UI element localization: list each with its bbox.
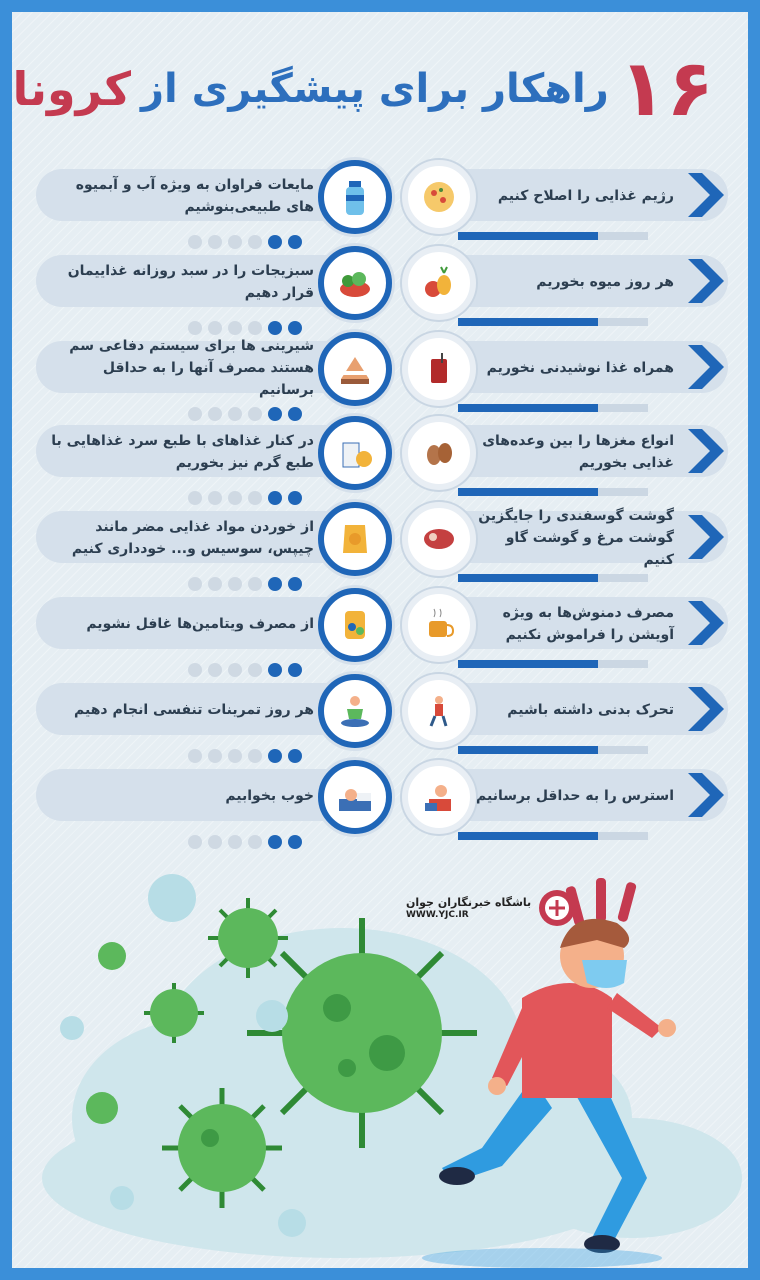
page-dots bbox=[188, 491, 302, 505]
dot bbox=[268, 749, 282, 763]
chevron-right-icon bbox=[684, 169, 728, 221]
water-bottle-icon bbox=[318, 160, 392, 234]
tip-text-left: در کنار غذاهای با طبع سرد غذاهایی با طبع گرم نیز بخوریم bbox=[51, 433, 314, 471]
dot bbox=[288, 749, 302, 763]
progress-fill bbox=[458, 660, 598, 668]
progress-fill bbox=[458, 832, 598, 840]
dot bbox=[288, 835, 302, 849]
dot bbox=[248, 749, 262, 763]
virus-icon bbox=[98, 942, 126, 970]
dot bbox=[188, 407, 202, 421]
chevron-right-icon bbox=[684, 683, 728, 735]
tip-text-right: رژیم غذایی را اصلاح کنیم bbox=[497, 188, 674, 204]
dot bbox=[228, 321, 242, 335]
dot bbox=[228, 235, 242, 249]
tip-text-right: هر روز میوه بخوریم bbox=[536, 274, 674, 290]
dot bbox=[288, 321, 302, 335]
virus-icon bbox=[86, 1092, 118, 1124]
tip-text-left: هر روز تمرینات تنفسی انجام دهیم bbox=[74, 702, 314, 718]
page-dots bbox=[188, 577, 302, 591]
dot bbox=[228, 491, 242, 505]
progress-fill bbox=[458, 318, 598, 326]
virus-icon bbox=[110, 1186, 134, 1210]
page-dots bbox=[188, 835, 302, 849]
dot bbox=[208, 407, 222, 421]
hiker-icon bbox=[402, 674, 476, 748]
dot bbox=[188, 491, 202, 505]
dot bbox=[188, 835, 202, 849]
page-dots bbox=[188, 321, 302, 335]
dot bbox=[248, 491, 262, 505]
dot bbox=[268, 321, 282, 335]
meditation-icon bbox=[318, 674, 392, 748]
dot bbox=[248, 663, 262, 677]
dot bbox=[208, 835, 222, 849]
dot bbox=[268, 235, 282, 249]
virus-icon bbox=[256, 1000, 288, 1032]
progress-fill bbox=[458, 574, 598, 582]
chevron-right-icon bbox=[684, 255, 728, 307]
logo-url: WWW.YJC.IR bbox=[406, 910, 469, 920]
dot bbox=[268, 663, 282, 677]
tip-text-right: استرس را به حداقل برسانیم bbox=[476, 788, 674, 804]
virus-icon bbox=[148, 874, 196, 922]
logo-name: باشگاه خبرنگاران جوان bbox=[406, 896, 532, 909]
chevron-right-icon bbox=[684, 341, 728, 393]
chips-icon bbox=[318, 502, 392, 576]
dot bbox=[228, 835, 242, 849]
ground-shadow bbox=[422, 1248, 662, 1268]
dot bbox=[188, 577, 202, 591]
dot bbox=[208, 491, 222, 505]
vegetables-icon bbox=[318, 246, 392, 320]
chevron-right-icon bbox=[684, 597, 728, 649]
dot bbox=[288, 407, 302, 421]
dot bbox=[188, 321, 202, 335]
dot bbox=[228, 663, 242, 677]
steak-icon bbox=[402, 502, 476, 576]
page-title bbox=[12, 44, 715, 134]
dot bbox=[248, 235, 262, 249]
dot bbox=[248, 407, 262, 421]
nuts-icon bbox=[402, 416, 476, 490]
fruit-icon bbox=[402, 246, 476, 320]
tip-text-right: مصرف دمنوش‌ها به ویژه آویشن را فراموش نکنیم bbox=[502, 605, 674, 643]
tip-text-left: از مصرف ویتامین‌ها غافل نشویم bbox=[86, 616, 314, 632]
dot bbox=[208, 663, 222, 677]
chevron-right-icon bbox=[684, 425, 728, 477]
dot bbox=[208, 577, 222, 591]
title-text: راهکار برای پیشگیری از bbox=[141, 66, 609, 112]
page-dots bbox=[188, 407, 302, 421]
page-dots bbox=[188, 663, 302, 677]
milk-honey-icon bbox=[318, 416, 392, 490]
progress-fill bbox=[458, 404, 598, 412]
virus-icon bbox=[162, 1088, 282, 1208]
pizza-icon bbox=[402, 160, 476, 234]
infographic-frame bbox=[12, 12, 748, 1268]
dot bbox=[228, 577, 242, 591]
chevron-right-icon bbox=[684, 769, 728, 821]
stressed-person-icon bbox=[402, 760, 476, 834]
illustration-scene bbox=[12, 848, 748, 1268]
virus-icon bbox=[278, 1209, 306, 1237]
cake-icon bbox=[318, 332, 392, 406]
dot bbox=[188, 749, 202, 763]
dot bbox=[268, 835, 282, 849]
tip-text-right: انواع مغزها را بین وعده‌های غذایی بخوریم bbox=[482, 433, 674, 471]
dot bbox=[248, 577, 262, 591]
dot bbox=[208, 749, 222, 763]
tip-text-left: مایعات فراوان به ویژه آب و آبمیوه های طبیعی‌بنوشیم bbox=[75, 177, 314, 215]
dot bbox=[228, 407, 242, 421]
dot bbox=[268, 491, 282, 505]
dot bbox=[248, 321, 262, 335]
tip-text-right: همراه غذا نوشیدنی نخوریم bbox=[486, 360, 674, 376]
progress-fill bbox=[458, 232, 598, 240]
page-dots bbox=[188, 749, 302, 763]
dot bbox=[288, 491, 302, 505]
tea-icon bbox=[402, 588, 476, 662]
dot bbox=[208, 321, 222, 335]
dot bbox=[268, 407, 282, 421]
dot bbox=[188, 235, 202, 249]
dot bbox=[288, 663, 302, 677]
dot bbox=[188, 663, 202, 677]
dot bbox=[268, 577, 282, 591]
sleeping-icon bbox=[318, 760, 392, 834]
dot bbox=[288, 577, 302, 591]
dot bbox=[288, 235, 302, 249]
virus-icon bbox=[60, 1016, 84, 1040]
soda-icon bbox=[402, 332, 476, 406]
virus-icon bbox=[208, 898, 288, 978]
tip-text-right: گوشت گوسفندی را جایگزین گوشت مرغ و گوشت گاو کنیم bbox=[478, 508, 674, 568]
chevron-right-icon bbox=[684, 511, 728, 563]
dot bbox=[228, 749, 242, 763]
progress-fill bbox=[458, 488, 598, 496]
tip-text-right: تحرک بدنی داشته باشیم bbox=[507, 702, 674, 718]
title-accent: کرونا bbox=[12, 62, 132, 116]
tip-text-left: شیرینی ها برای سیستم دفاعی سم هستند مصرف آنها را به حداقل برسانیم bbox=[69, 338, 314, 398]
dot bbox=[208, 235, 222, 249]
title-number: ۱۶ bbox=[618, 44, 714, 134]
tip-text-left: سبزیجات را در سبد روزانه غذاییمان قرار دهیم bbox=[67, 263, 314, 301]
page-dots bbox=[188, 235, 302, 249]
tip-text-left: خوب بخوابیم bbox=[225, 788, 314, 804]
tip-text-left: از خوردن مواد غذایی مضر مانند چیپس، سوسیس و... خودداری کنیم bbox=[71, 519, 314, 557]
progress-fill bbox=[458, 746, 598, 754]
dot bbox=[248, 835, 262, 849]
vitamins-icon bbox=[318, 588, 392, 662]
